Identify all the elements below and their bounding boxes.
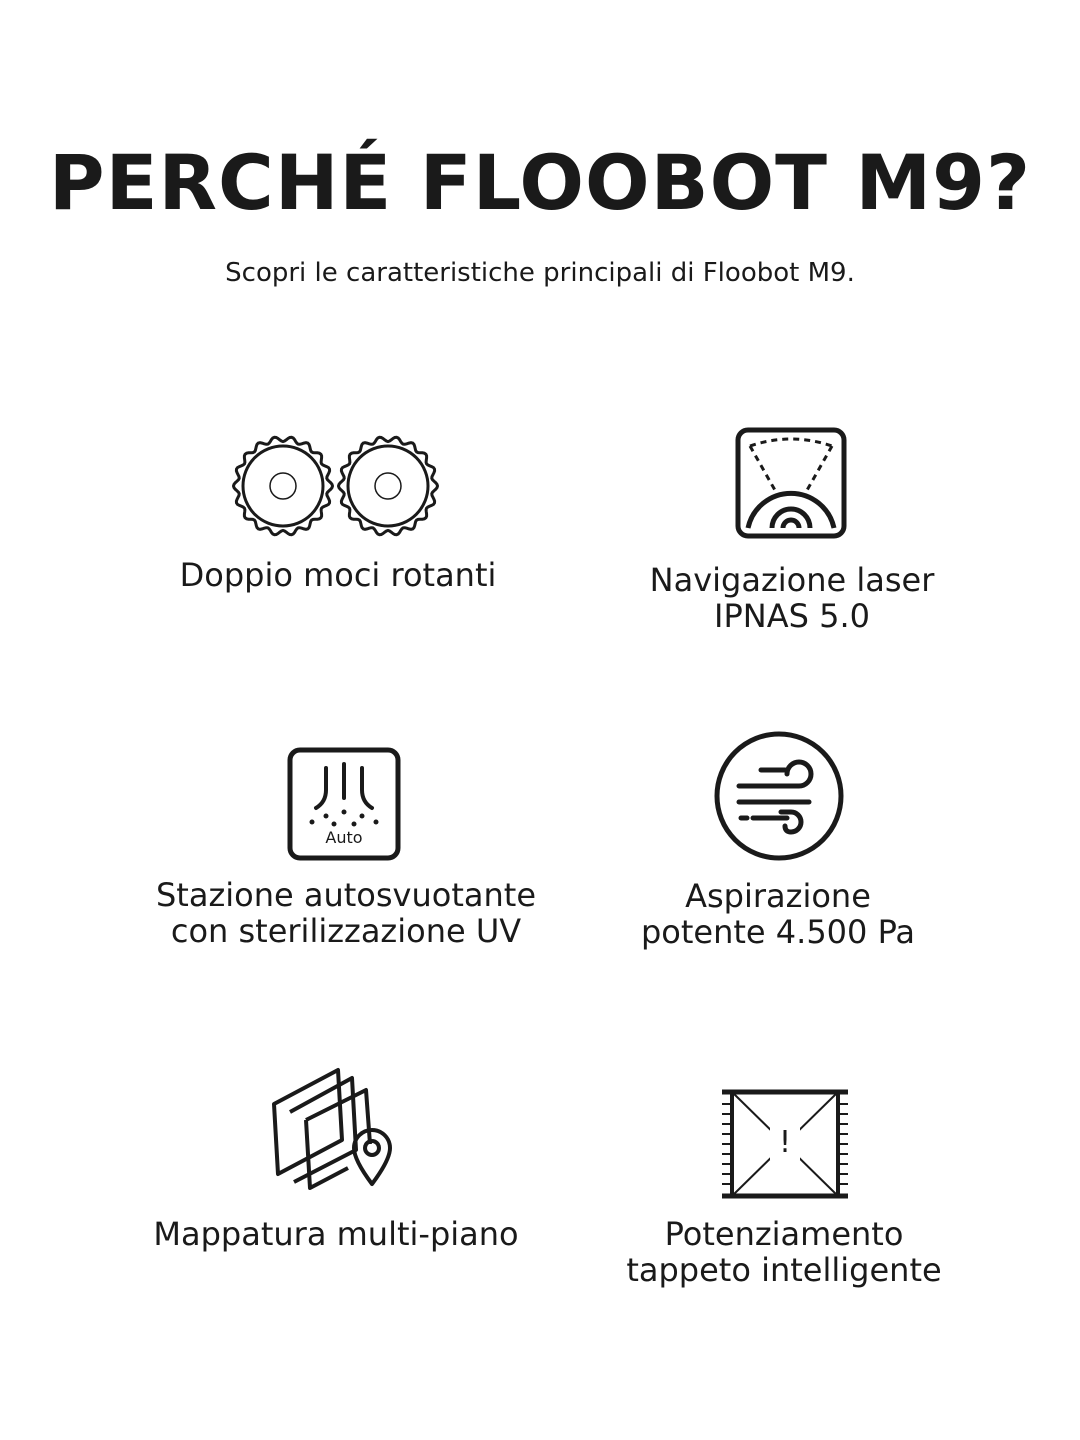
auto-badge: Auto bbox=[325, 828, 363, 847]
multi-floor-map-icon bbox=[268, 1064, 398, 1190]
feature-label: Aspirazione potente 4.500 Pa bbox=[640, 877, 916, 951]
feature-label: Stazione autosvuotante con sterilizzazione UV bbox=[155, 876, 537, 950]
dual-mop-icon bbox=[228, 428, 448, 548]
page-subtitle: Scopri le caratteristiche principali di Floobot M9. bbox=[225, 258, 855, 288]
page-title: PERCHÉ FLOOBOT M9? bbox=[48, 138, 1032, 227]
suction-wind-icon bbox=[713, 730, 845, 862]
feature-label: Mappatura multi-piano bbox=[153, 1215, 519, 1253]
feature-label: Doppio moci rotanti bbox=[179, 556, 497, 594]
feature-label: Potenziamento tappeto intelligente bbox=[626, 1215, 942, 1289]
laser-navigation-icon bbox=[732, 424, 852, 544]
feature-label: Navigazione laser IPNAS 5.0 bbox=[649, 561, 935, 635]
carpet-alert-mark: ! bbox=[770, 1126, 800, 1160]
